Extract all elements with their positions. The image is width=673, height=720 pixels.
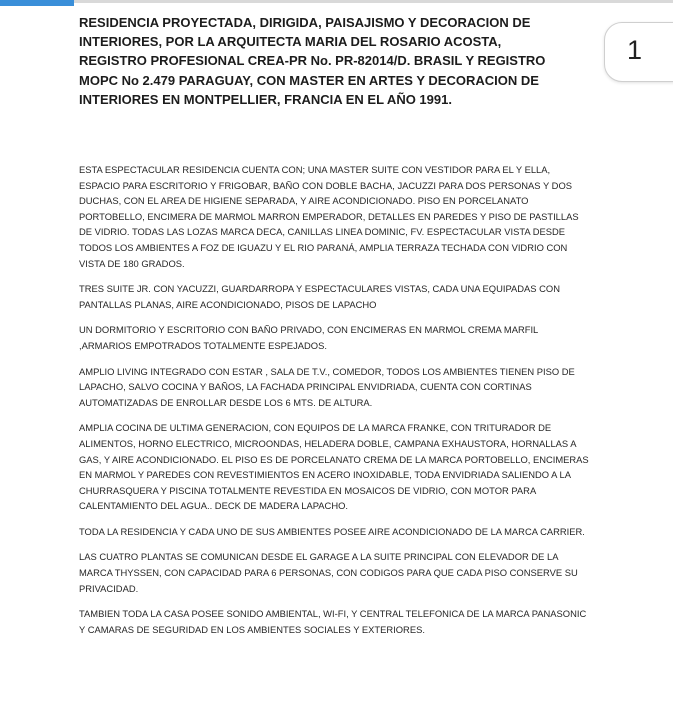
paragraph-elevador: LAS CUATRO PLANTAS SE COMUNICAN DESDE EL GARAGE A LA SUITE PRINCIPAL CON ELEVADOR DE LA MARCA THYSSEN, CON CAPACIDAD PARA 6 PERSONAS, CON CODIGOS PARA QUE CADA PISO CONSERVE SU PRIVACIDAD. [79, 551, 578, 594]
top-progress-accent [0, 0, 74, 6]
document-body [79, 162, 593, 647]
document-header [79, 13, 599, 109]
page-number-badge [604, 22, 673, 82]
paragraph-aire: TODA LA RESIDENCIA Y CADA UNO DE SUS AMBIENTES POSEE AIRE ACONDICIONADO DE LA MARCA CARRIER. [79, 525, 585, 537]
paragraph-dormitorio: UN DORMITORIO Y ESCRITORIO CON BAÑO PRIVADO, CON ENCIMERAS EN MARMOL CREMA MARFIL ,ARMARIOS EMPOTRADOS TOTALMENTE ESPEJADOS. [79, 324, 538, 351]
document-title: RESIDENCIA PROYECTADA, DIRIGIDA, PAISAJISMO Y DECORACION DE INTERIORES, POR LA ARQUITECTA MARIA DEL ROSARIO ACOSTA, REGISTRO PROFESIONAL CREA-PR No. PR-82014/D. BRASIL Y REGISTRO MOPC No 2.479 PARAGUAY, CON MASTER EN ARTES Y DECORACION DE INTERIORES EN MONTPELLIER, FRANCIA EN EL AÑO 1991. [79, 15, 546, 107]
paragraph-living: AMPLIO LIVING INTEGRADO CON ESTAR , SALA DE T.V., COMEDOR, TODOS LOS AMBIENTES TIENEN PISO DE LAPACHO, SALVO COCINA Y BAÑOS, LA FACHADA PRINCIPAL ENVIDRIADA, CUENTA CON CORTINAS AUTOMATIZADAS DE ENROLLAR DESDE LOS 6 MTS. DE ALTURA. [79, 365, 575, 408]
paragraph-suites-jr: TRES SUITE JR. CON YACUZZI, GUARDARROPA Y ESPECTACULARES VISTAS, CADA UNA EQUIPADAS CON PANTALLAS PLANAS, AIRE ACONDICIONADO, PISOS DE LAPACHO [79, 283, 560, 310]
paragraph-master-suite: ESTA ESPECTACULAR RESIDENCIA CUENTA CON; UNA MASTER SUITE CON VESTIDOR PARA EL Y ELLA, ESPACIO PARA ESCRITORIO Y FRIGOBAR, BAÑO CON DOBLE BACHA, JACUZZI PARA DOS PERSONAS Y DOS DUCHAS, CON EL AREA DE HIGIENE SEPARADA, Y AIRE ACONDICIONADO. PISO EN PORCELANATO PORTOBELLO, ENCIMERA DE MARMOL MARRON EMPERADOR, DETALLES EN PAREDES Y PISO DE PASTILLAS DE VIDRIO. TODAS LAS LOZAS MARCA DECA, CANILLAS LINEA DOMINIC, FV. ESPECTACULAR VISTA DESDE TODOS LOS AMBIENTES A FOZ DE IGUAZU Y EL RIO PARANÁ, AMPLIA TERRAZA TECHADA CON VIDRIO CON VISTA DE 180 GRADOS. [79, 164, 579, 269]
paragraph-cocina: AMPLIA COCINA DE ULTIMA GENERACION, CON EQUIPOS DE LA MARCA FRANKE, CON TRITURADOR DE ALIMENTOS, HORNO ELECTRICO, MICROONDAS, HELADERA DOBLE, CAMPANA EXHAUSTORA, HORNALLAS A GAS, Y AIRE ACONDICIONADO. EL PISO ES DE PORCELANATO CREMA DE LA MARCA PORTOBELLO, ENCIMERAS EN MARMOL Y PAREDES CON REVESTIMIENTOS EN ACERO INOXIDABLE, TODA ENVIDRIADA SALIENDO A LA CHURRASQUERA Y PISCINA TOTALMENTE REVESTIDA EN MOSAICOS DE VIDRIO, CON MOTOR PARA CALENTAMIENTO DEL AGUA.. DECK DE MADERA LAPACHO. [79, 422, 589, 512]
paragraph-sonido: TAMBIEN TODA LA CASA POSEE SONIDO AMBIENTAL, WI-FI, Y CENTRAL TELEFONICA DE LA MARCA PANASONIC Y CAMARAS DE SEGURIDAD EN LOS AMBIENTES SOCIALES Y EXTERIORES. [79, 608, 587, 635]
page-number: 1 [627, 35, 643, 65]
top-divider [74, 0, 673, 3]
